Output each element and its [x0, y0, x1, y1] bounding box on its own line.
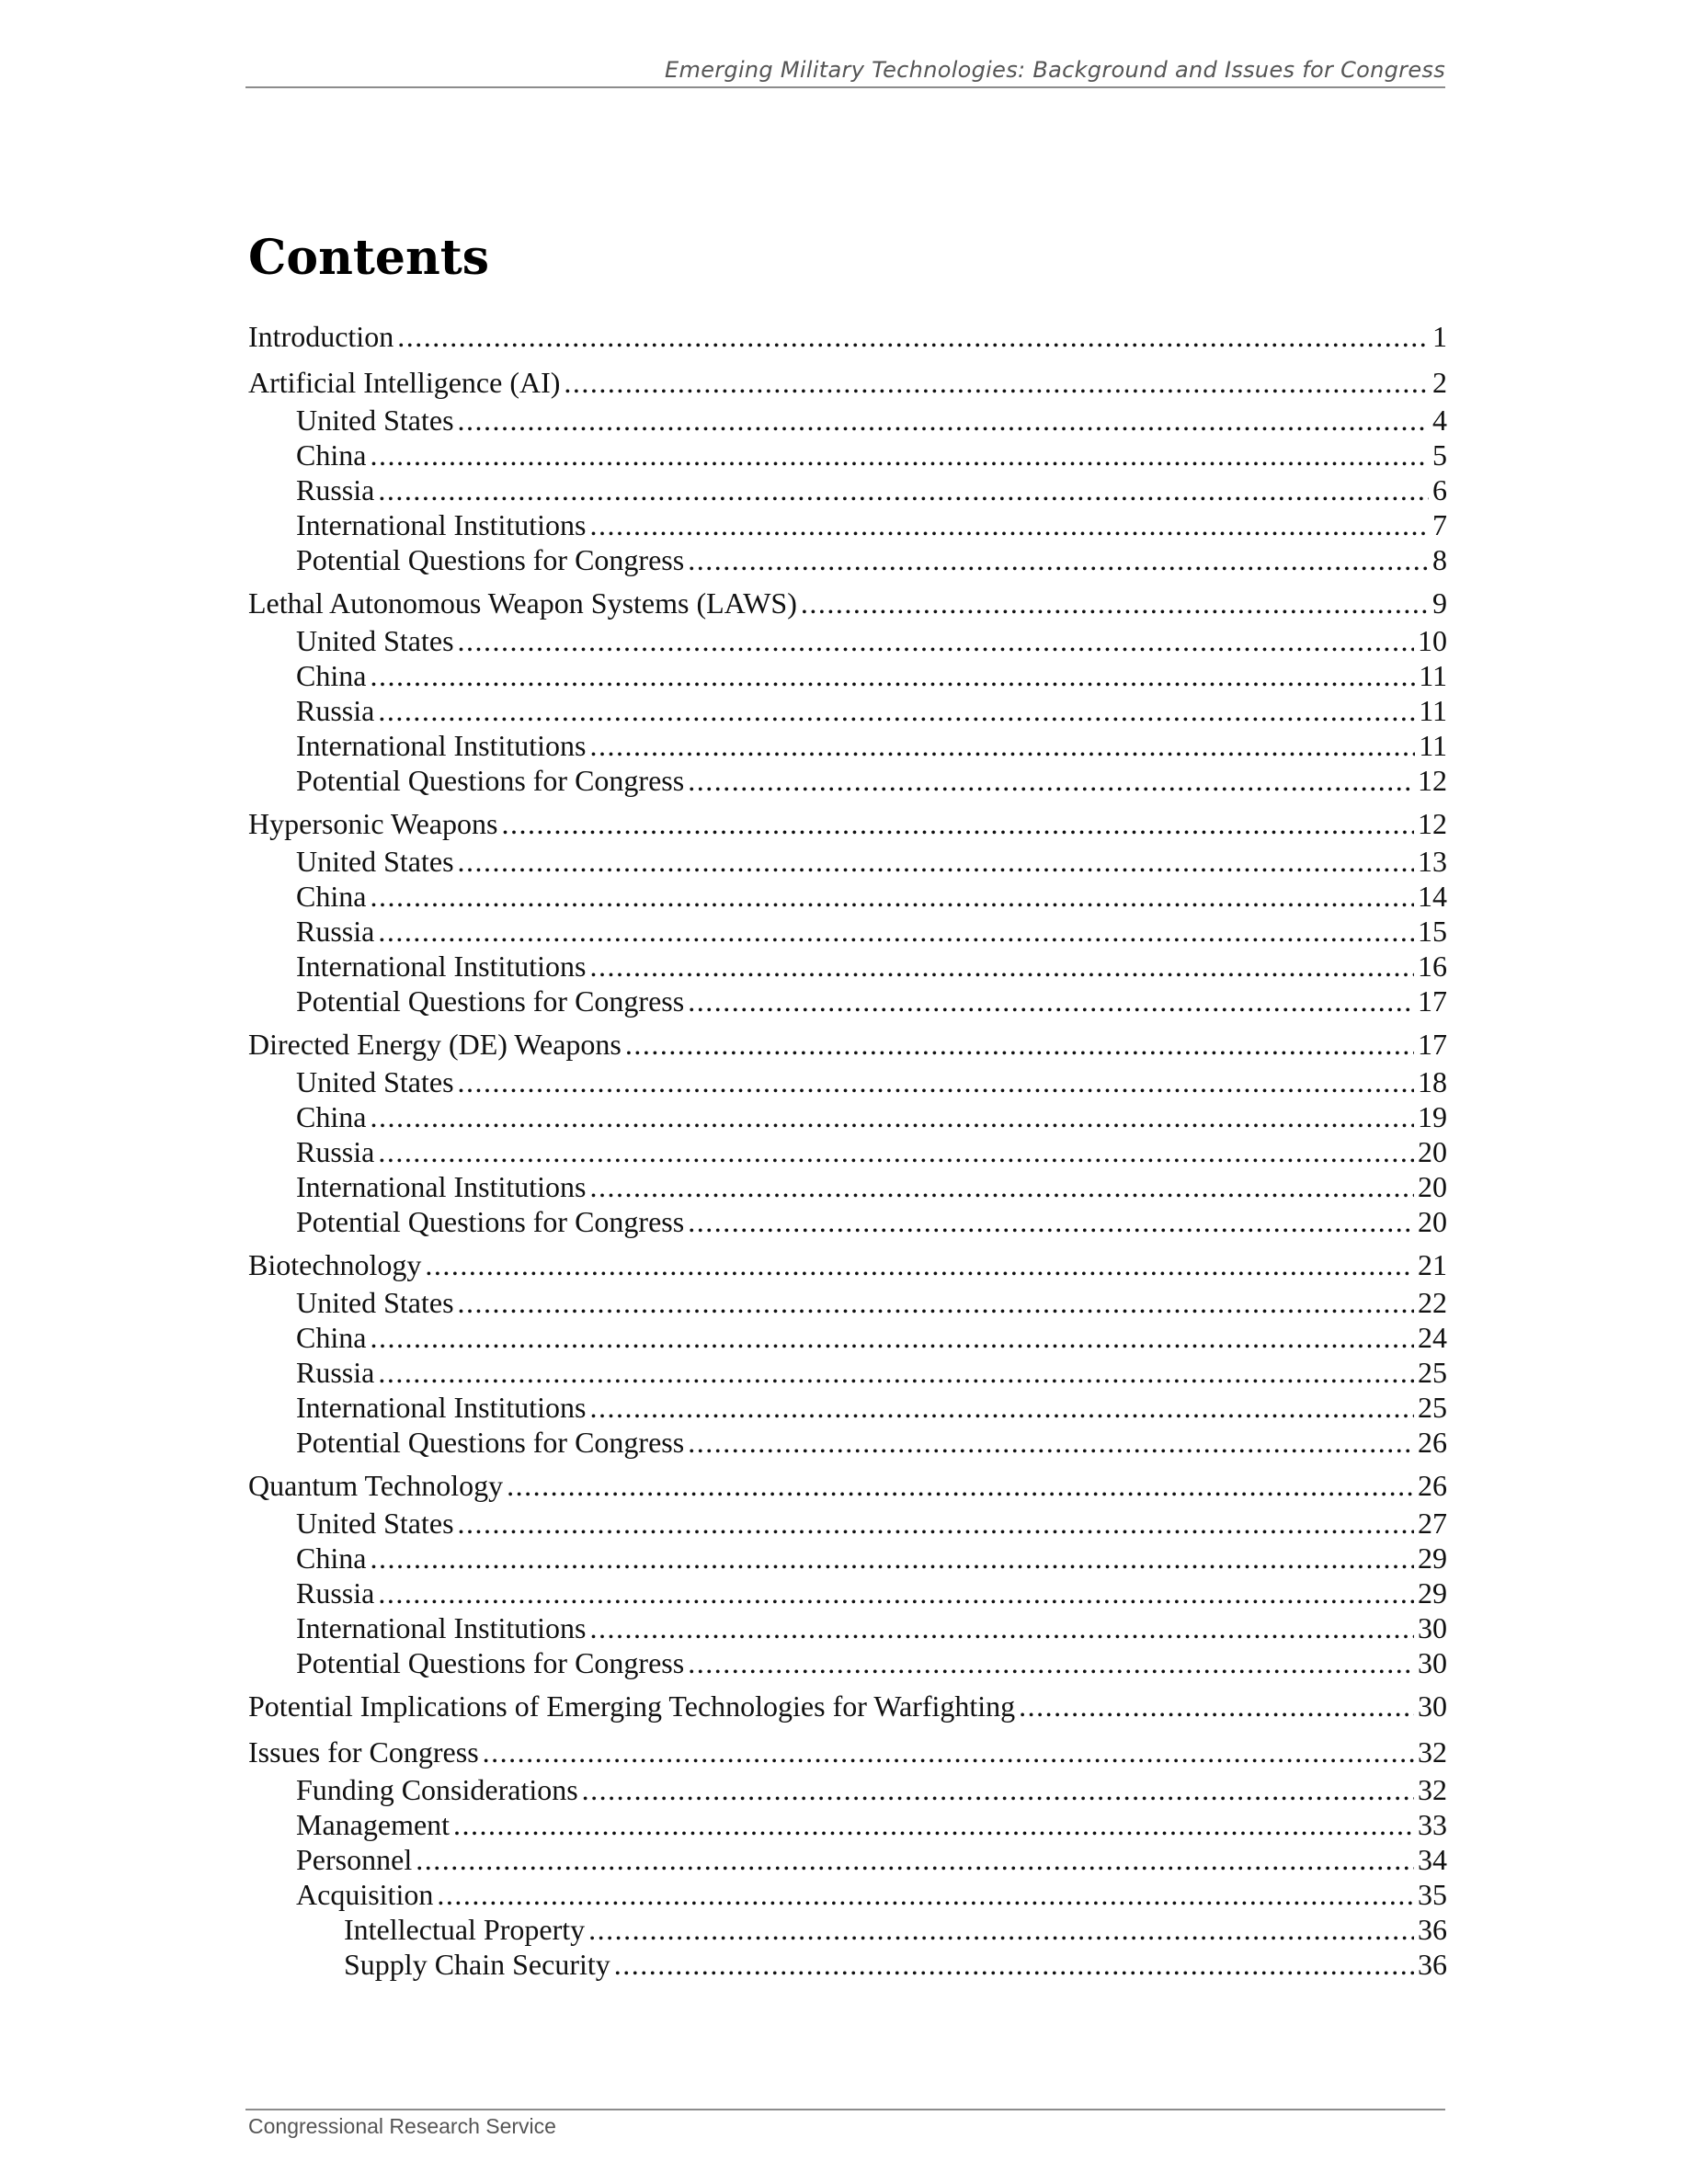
toc-dot-leader [437, 1877, 1414, 1912]
toc-entry[interactable] [248, 1204, 1447, 1239]
toc-dot-leader [370, 658, 1415, 693]
toc-dot-leader [378, 693, 1415, 728]
toc-dot-leader [590, 1169, 1415, 1204]
toc-entry-title: Potential Questions for Congress [296, 764, 685, 797]
toc-dot-leader [378, 472, 1429, 507]
toc-entry-title: China [296, 1321, 367, 1354]
toc-entry-title: Potential Questions for Congress [296, 543, 685, 576]
toc-entry-title: Russia [296, 915, 375, 948]
toc-dot-leader [564, 362, 1429, 403]
toc-dot-leader [688, 763, 1414, 798]
table-of-contents [248, 316, 1447, 1982]
toc-page-number: 32 [1418, 1735, 1447, 1769]
toc-entry[interactable] [248, 1169, 1447, 1204]
toc-entry[interactable] [248, 984, 1447, 1018]
toc-entry-title: Introduction [248, 320, 394, 353]
toc-dot-leader [370, 1099, 1414, 1134]
contents-title: Contents [248, 230, 490, 286]
toc-entry[interactable] [248, 914, 1447, 949]
toc-entry[interactable] [248, 507, 1447, 542]
toc-page-number: 20 [1418, 1205, 1447, 1238]
toc-page-number: 22 [1418, 1286, 1447, 1319]
toc-dot-leader [588, 1912, 1414, 1947]
toc-entry-title: Russia [296, 1135, 375, 1168]
toc-page-number: 20 [1418, 1170, 1447, 1203]
toc-page-number: 5 [1432, 438, 1447, 472]
toc-page-number: 26 [1418, 1469, 1447, 1502]
toc-dot-leader [590, 1390, 1415, 1425]
toc-entry-title: Quantum Technology [248, 1469, 504, 1502]
toc-dot-leader [582, 1772, 1414, 1807]
toc-dot-leader [397, 316, 1429, 357]
toc-entry[interactable] [248, 844, 1447, 879]
toc-dot-leader [370, 438, 1429, 472]
toc-dot-leader [501, 803, 1414, 844]
toc-entry[interactable] [248, 1064, 1447, 1099]
toc-entry[interactable] [248, 1732, 1447, 1772]
toc-entry[interactable] [248, 1355, 1447, 1390]
toc-dot-leader [458, 1506, 1414, 1541]
toc-entry-title: Funding Considerations [296, 1773, 578, 1806]
toc-page-number: 30 [1418, 1689, 1447, 1723]
toc-dot-leader [416, 1842, 1414, 1877]
toc-page-number: 6 [1432, 473, 1447, 506]
toc-dot-leader [1019, 1686, 1414, 1726]
toc-entry-title: Biotechnology [248, 1248, 422, 1281]
toc-entry[interactable] [248, 1285, 1447, 1320]
toc-entry[interactable] [248, 1912, 1447, 1947]
toc-page-number: 12 [1418, 764, 1447, 797]
toc-entry-title: Personnel [296, 1843, 413, 1876]
toc-entry[interactable] [248, 1506, 1447, 1541]
toc-entry[interactable] [248, 949, 1447, 984]
toc-entry-title: International Institutions [296, 729, 587, 762]
toc-dot-leader [590, 1610, 1415, 1645]
toc-entry-title: Directed Energy (DE) Weapons [248, 1028, 622, 1061]
toc-dot-leader [458, 1285, 1414, 1320]
toc-entry-title: United States [296, 1065, 454, 1098]
toc-page-number: 14 [1418, 880, 1447, 913]
toc-dot-leader [625, 1024, 1414, 1064]
toc-entry-title: Hypersonic Weapons [248, 807, 498, 840]
toc-page-number: 11 [1419, 729, 1447, 762]
toc-entry[interactable] [248, 1807, 1447, 1842]
toc-dot-leader [688, 1204, 1414, 1239]
toc-entry-title: Potential Questions for Congress [296, 1646, 685, 1679]
toc-entry-title: International Institutions [296, 1611, 587, 1644]
toc-dot-leader [801, 583, 1429, 623]
toc-page-number: 4 [1432, 404, 1447, 437]
toc-page-number: 34 [1418, 1843, 1447, 1876]
toc-page-number: 32 [1418, 1773, 1447, 1806]
toc-entry[interactable] [248, 623, 1447, 658]
toc-entry-title: Russia [296, 1356, 375, 1389]
running-header: Emerging Military Technologies: Background and Issues for Congress [665, 57, 1445, 83]
toc-page-number: 25 [1418, 1391, 1447, 1424]
toc-dot-leader [458, 1064, 1414, 1099]
toc-entry[interactable] [248, 583, 1447, 623]
toc-entry[interactable] [248, 1320, 1447, 1355]
toc-page-number: 30 [1418, 1611, 1447, 1644]
toc-page-number: 18 [1418, 1065, 1447, 1098]
toc-entry-title: Russia [296, 694, 375, 727]
toc-entry[interactable] [248, 1610, 1447, 1645]
toc-entry-title: China [296, 659, 367, 692]
toc-entry-title: Management [296, 1808, 451, 1841]
toc-entry[interactable] [248, 1465, 1447, 1506]
toc-dot-leader [688, 1645, 1414, 1680]
toc-entry[interactable] [248, 403, 1447, 438]
toc-page-number: 8 [1432, 543, 1447, 576]
toc-dot-leader [688, 984, 1414, 1018]
toc-dot-leader [590, 728, 1416, 763]
toc-dot-leader [378, 1355, 1414, 1390]
toc-page-number: 12 [1418, 807, 1447, 840]
toc-entry[interactable] [248, 693, 1447, 728]
toc-entry-title: China [296, 1100, 367, 1133]
toc-entry-title: United States [296, 845, 454, 878]
toc-entry-title: International Institutions [296, 1170, 587, 1203]
toc-entry[interactable] [248, 1390, 1447, 1425]
toc-page-number: 35 [1418, 1878, 1447, 1911]
toc-entry[interactable] [248, 658, 1447, 693]
toc-dot-leader [507, 1465, 1414, 1506]
toc-entry[interactable] [248, 1645, 1447, 1680]
toc-dot-leader [425, 1245, 1414, 1285]
toc-entry[interactable] [248, 362, 1447, 403]
header-rule [245, 86, 1445, 88]
toc-page-number: 19 [1418, 1100, 1447, 1133]
toc-page-number: 17 [1418, 1028, 1447, 1061]
toc-entry[interactable] [248, 879, 1447, 914]
toc-page-number: 2 [1432, 366, 1447, 399]
toc-entry-title: China [296, 1541, 367, 1575]
toc-entry-title: United States [296, 1507, 454, 1540]
toc-page-number: 7 [1432, 508, 1447, 541]
toc-entry-title: Russia [296, 473, 375, 506]
toc-page-number: 11 [1419, 659, 1447, 692]
toc-page-number: 13 [1418, 845, 1447, 878]
toc-page-number: 11 [1419, 694, 1447, 727]
toc-dot-leader [370, 879, 1414, 914]
toc-page-number: 17 [1418, 984, 1447, 1018]
toc-page-number: 1 [1432, 320, 1447, 353]
toc-entry-title: United States [296, 624, 454, 657]
toc-dot-leader [590, 507, 1430, 542]
toc-entry[interactable] [248, 1099, 1447, 1134]
toc-page-number: 29 [1418, 1576, 1447, 1610]
toc-entry-title: International Institutions [296, 508, 587, 541]
toc-entry-title: Russia [296, 1576, 375, 1610]
footer-text: Congressional Research Service [248, 2114, 556, 2138]
toc-entry-title: Acquisition [296, 1878, 434, 1911]
toc-dot-leader [590, 949, 1415, 984]
toc-entry[interactable] [248, 803, 1447, 844]
toc-page-number: 26 [1418, 1426, 1447, 1459]
toc-dot-leader [370, 1320, 1414, 1355]
toc-entry-title: United States [296, 1286, 454, 1319]
toc-entry-title: Lethal Autonomous Weapon Systems (LAWS) [248, 586, 797, 620]
toc-entry[interactable] [248, 316, 1447, 357]
toc-dot-leader [688, 542, 1429, 577]
toc-page-number: 9 [1432, 586, 1447, 620]
toc-page-number: 29 [1418, 1541, 1447, 1575]
toc-dot-leader [458, 844, 1414, 879]
toc-entry[interactable] [248, 1425, 1447, 1460]
toc-entry[interactable] [248, 1686, 1447, 1726]
toc-page-number: 16 [1418, 950, 1447, 983]
toc-page-number: 21 [1418, 1248, 1447, 1281]
toc-entry[interactable] [248, 1245, 1447, 1285]
toc-entry[interactable] [248, 1842, 1447, 1877]
toc-dot-leader [458, 623, 1414, 658]
toc-entry[interactable] [248, 1541, 1447, 1575]
toc-page-number: 25 [1418, 1356, 1447, 1389]
toc-dot-leader [688, 1425, 1414, 1460]
toc-entry-title: Artificial Intelligence (AI) [248, 366, 561, 399]
toc-entry[interactable] [248, 1877, 1447, 1912]
toc-entry-title: United States [296, 404, 454, 437]
toc-entry[interactable] [248, 1134, 1447, 1169]
toc-dot-leader [378, 1134, 1414, 1169]
toc-entry-title: China [296, 880, 367, 913]
toc-entry-title: International Institutions [296, 950, 587, 983]
toc-entry[interactable] [248, 763, 1447, 798]
toc-entry-title: International Institutions [296, 1391, 587, 1424]
toc-entry[interactable] [248, 1024, 1447, 1064]
toc-entry[interactable] [248, 542, 1447, 577]
toc-entry-title: Potential Implications of Emerging Technologies for Warfighting [248, 1689, 1016, 1723]
toc-entry[interactable] [248, 1575, 1447, 1610]
toc-entry-title: Supply Chain Security [344, 1948, 610, 1981]
toc-dot-leader [483, 1732, 1414, 1772]
toc-dot-leader [378, 1575, 1414, 1610]
toc-entry-title: China [296, 438, 367, 472]
toc-page-number: 30 [1418, 1646, 1447, 1679]
toc-dot-leader [458, 403, 1429, 438]
toc-entry[interactable] [248, 1772, 1447, 1807]
toc-entry-title: Potential Questions for Congress [296, 1426, 685, 1459]
toc-entry[interactable] [248, 472, 1447, 507]
toc-dot-leader [370, 1541, 1414, 1575]
toc-page-number: 15 [1418, 915, 1447, 948]
toc-page-number: 36 [1418, 1948, 1447, 1981]
toc-dot-leader [453, 1807, 1414, 1842]
toc-page-number: 20 [1418, 1135, 1447, 1168]
toc-entry[interactable] [248, 1947, 1447, 1982]
toc-entry[interactable] [248, 728, 1447, 763]
toc-dot-leader [614, 1947, 1414, 1982]
toc-page-number: 24 [1418, 1321, 1447, 1354]
toc-page-number: 27 [1418, 1507, 1447, 1540]
toc-entry-title: Intellectual Property [344, 1913, 586, 1946]
toc-page-number: 33 [1418, 1808, 1447, 1841]
toc-entry-title: Issues for Congress [248, 1735, 479, 1769]
toc-page-number: 10 [1418, 624, 1447, 657]
toc-entry-title: Potential Questions for Congress [296, 984, 685, 1018]
toc-page-number: 36 [1418, 1913, 1447, 1946]
toc-dot-leader [378, 914, 1414, 949]
toc-entry-title: Potential Questions for Congress [296, 1205, 685, 1238]
footer-rule [245, 2109, 1445, 2110]
toc-entry[interactable] [248, 438, 1447, 472]
